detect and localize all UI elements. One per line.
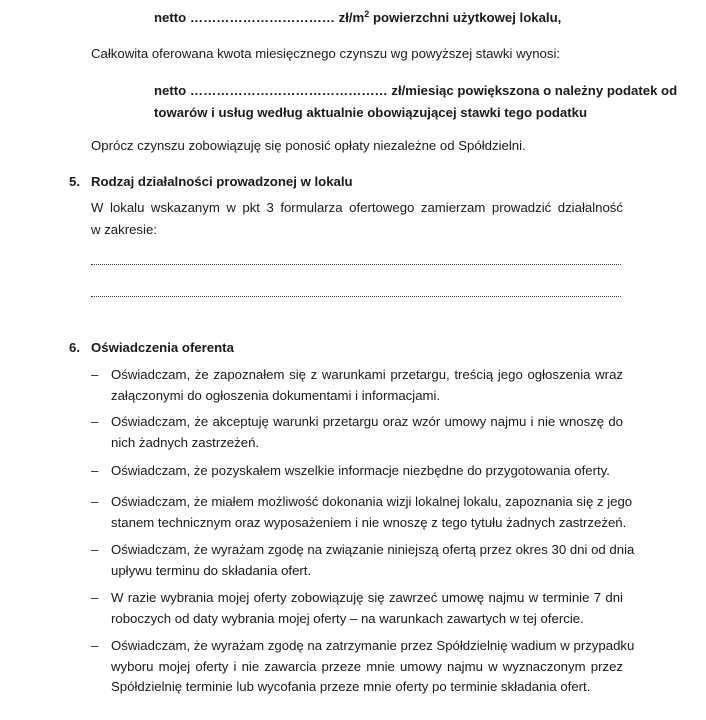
statement-line: Oświadczam, że wyrażam zgodę na zatrzymanie przez Spółdzielnię wadium w przypadku (111, 638, 635, 653)
section-6-number: 6. (69, 340, 80, 355)
fees-note: Oprócz czynszu zobowiązuję się ponosić opłaty niezależne od Spółdzielni. (91, 138, 526, 153)
dash-bullet: – (91, 414, 99, 429)
section-6-heading (69, 338, 234, 358)
dash-bullet: – (91, 542, 99, 557)
dash-bullet: – (91, 367, 99, 382)
statement-line: Oświadczam, że miałem możliwość dokonania wizji lokalnej lokalu, zapoznania się z jego (111, 494, 633, 509)
dash-bullet: – (91, 494, 99, 509)
section-6-title: Oświadczenia oferenta (91, 340, 234, 355)
answer-dotted-line-1[interactable] (91, 264, 621, 265)
statement-text (111, 412, 623, 453)
rate-line (154, 8, 654, 28)
statement-line: załączonymi do ogłoszenia dokumentami i informacjami. (111, 387, 441, 403)
section-5-text-line-2: w zakresie: (91, 222, 157, 237)
statement-line: stanem technicznym oraz wyposażeniem i nie wnoszę z tego tytułu żadnych zastrzeżeń. (111, 514, 627, 530)
rate-unit: zł/m (338, 10, 365, 25)
total-amount-line-1: netto ……………………………………… zł/miesiąc powiększona o należny podatek od (154, 83, 678, 98)
answer-dotted-line-2[interactable] (91, 296, 621, 297)
statement-line: Oświadczam, że wyrażam zgodę na związanie niniejszą ofertą przez okres 30 dni od dnia (111, 542, 635, 557)
section-5-heading (69, 172, 353, 192)
statement-line: nich żadnych zastrzeżeń. (111, 434, 260, 450)
rate-unit-exponent: 2 (364, 9, 370, 19)
statement-text (111, 588, 623, 629)
statement-line: Oświadczam, że akceptuję warunki przetargu oraz wzór umowy najmu i nie wnoszę do (111, 414, 623, 429)
rate-prefix: netto …………………………… (154, 10, 335, 25)
statement-text (111, 365, 623, 406)
statement-line: upływu terminu do składania ofert. (111, 562, 312, 578)
statement-line: Oświadczam, że zapoznałem się z warunkami przetargu, treścią jego ogłoszenia wraz (111, 367, 623, 382)
dash-bullet: – (91, 638, 99, 653)
statement-line: Oświadczam, że pozyskałem wszelkie informacje niezbędne do przygotowania oferty. (111, 463, 610, 478)
dash-bullet: – (91, 463, 99, 478)
dash-bullet: – (91, 590, 99, 605)
total-amount-line-2: towarów i usług według aktualnie obowiązującej stawki tego podatku (154, 105, 588, 120)
statement-line: Spółdzielnię terminie lub wycofania przeze mnie oferty po terminie składania ofert. (111, 679, 591, 694)
section-5-number: 5. (69, 174, 80, 189)
section-5-text (91, 198, 623, 240)
section-5-title: Rodzaj działalności prowadzonej w lokalu (91, 174, 353, 189)
section-5-text-line-1: W lokalu wskazanym w pkt 3 formularza ofertowego zamierzam prowadzić działalność (91, 200, 623, 215)
statement-line: wyboru mojej oferty i nie zawarcia przeze mnie umowy najmu w wyznaczonym przez (111, 658, 623, 674)
total-intro: Całkowita oferowana kwota miesięcznego czynszu wg powyższej stawki wynosi: (91, 46, 561, 61)
statement-text (111, 461, 623, 482)
statement-line: roboczych od daty wybrania mojej oferty – na warunkach zawartych w tej ofercie. (111, 610, 584, 626)
rate-suffix: powierzchni użytkowej lokalu, (369, 10, 562, 25)
statement-text (111, 636, 635, 698)
statement-line: W razie wybrania mojej oferty zobowiązuję się zawrzeć umowę najmu w terminie 7 dni (111, 590, 623, 605)
statement-text (111, 492, 633, 533)
statement-text (111, 540, 635, 581)
total-amount-line (154, 81, 678, 123)
